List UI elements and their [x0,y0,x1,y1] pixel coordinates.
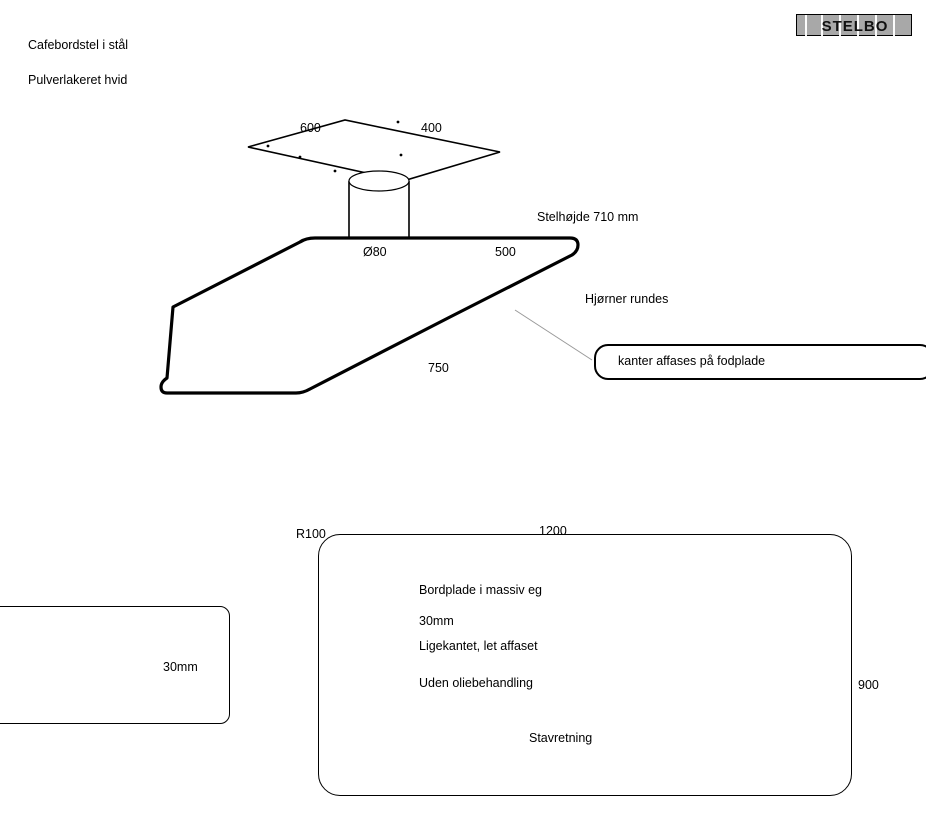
dim-base-front: 750 [428,361,449,375]
dim-thickness: 30mm [163,660,198,674]
screw-hole-icon [267,145,270,148]
dim-top-plate-left: 600 [300,121,321,135]
screw-hole-icon [299,156,302,159]
screw-hole-icon [397,121,400,124]
dim-corner-radius: R100 [296,527,326,541]
foot-plate-shape [161,238,578,393]
note-material: Cafebordstel i stål [28,38,129,52]
dim-base-right: 500 [495,245,516,259]
callout-text: kanter affases på fodplade [618,354,766,368]
dim-column-diameter: Ø80 [363,245,387,259]
note-finish: Pulverlakeret hvid [28,73,128,87]
column-top-ellipse [349,171,409,191]
screw-hole-icon [400,154,403,157]
tabletop-note-material: Bordplade i massiv eg [419,583,542,597]
tabletop-note-edge: Ligekantet, let affaset [419,639,538,653]
screw-hole-icon [334,170,337,173]
logo-text: STELBO [821,17,889,35]
tabletop-plan-view [318,534,852,796]
dim-tabletop-width: 1200 [539,524,567,538]
dim-top-plate-right: 400 [421,121,442,135]
tabletop-note-treatment: Uden oliebehandling [419,676,533,690]
note-stel-height: Stelhøjde 710 mm [537,210,639,224]
callout-leader-line [515,310,592,360]
tabletop-note-thickness: 30mm [419,614,454,628]
note-corner-rounding: Hjørner rundes [585,292,669,306]
tabletop-note-grain: Stavretning [529,731,593,745]
dim-tabletop-height: 900 [858,678,879,692]
